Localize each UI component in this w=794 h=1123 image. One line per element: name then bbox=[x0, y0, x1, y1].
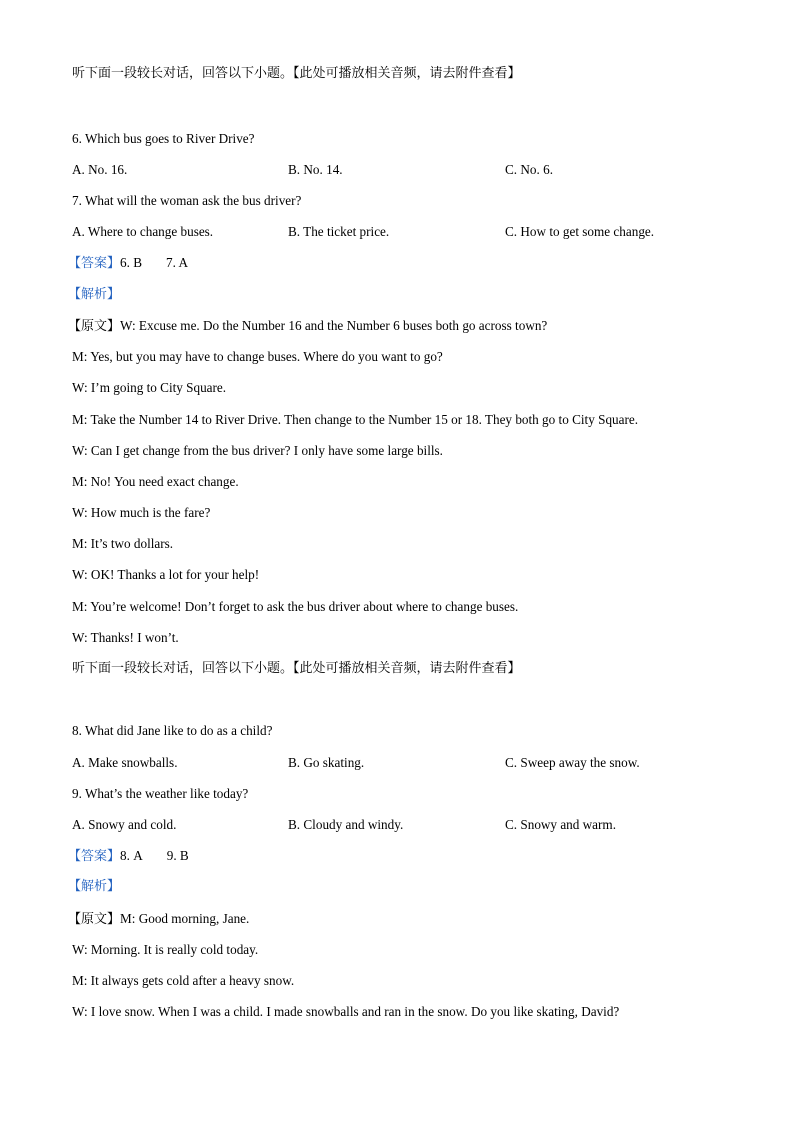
option-a: A. No. 16. bbox=[72, 162, 128, 177]
transcript-line bbox=[68, 911, 249, 928]
transcript-line bbox=[68, 318, 547, 335]
option-c: C. How to get some change. bbox=[505, 224, 655, 239]
analysis-label: 【解析】 bbox=[68, 879, 121, 894]
transcript-line: W: Thanks! I won’t. bbox=[72, 630, 179, 645]
transcript-line: M: No! You need exact change. bbox=[72, 474, 239, 489]
transcript-line: W: I love snow. When I was a child. I made snowballs and ran in the snow. Do you like skating, David? bbox=[72, 1004, 620, 1019]
answer-line bbox=[68, 255, 188, 272]
option-a: A. Snowy and cold. bbox=[72, 817, 177, 832]
transcript-line: W: OK! Thanks a lot for your help! bbox=[72, 567, 260, 582]
option-b: B. Cloudy and windy. bbox=[288, 817, 404, 832]
option-b: B. The ticket price. bbox=[288, 224, 390, 239]
option-c: C. Sweep away the snow. bbox=[505, 755, 640, 770]
listening-intro: 听下面一段较长对话，回答以下小题。【此处可播放相关音频，请去附件查看】 bbox=[72, 66, 521, 81]
transcript-line: M: It always gets cold after a heavy snow. bbox=[72, 973, 295, 988]
transcript-text: W: Excuse me. Do the Number 16 and the Number 6 buses both go across town? bbox=[120, 318, 548, 333]
listening-intro: 听下面一段较长对话，回答以下小题。【此处可播放相关音频，请去附件查看】 bbox=[72, 661, 521, 676]
answer-label: 【答案】 bbox=[68, 849, 121, 864]
answer-7: 7. A bbox=[166, 255, 188, 270]
answer-8: 8. A bbox=[120, 848, 143, 863]
transcript-label: 【原文】 bbox=[68, 912, 121, 927]
transcript-line: M: Take the Number 14 to River Drive. Then change to the Number 15 or 18. They both go to City Square. bbox=[72, 412, 639, 427]
transcript-line: M: You’re welcome! Don’t forget to ask the bus driver about where to change buses. bbox=[72, 599, 519, 614]
question-7: 7. What will the woman ask the bus driver? bbox=[72, 193, 302, 208]
option-a: A. Where to change buses. bbox=[72, 224, 214, 239]
transcript-line: M: It’s two dollars. bbox=[72, 536, 174, 551]
analysis-label: 【解析】 bbox=[68, 287, 121, 302]
option-b: B. Go skating. bbox=[288, 755, 365, 770]
transcript-line: W: I’m going to City Square. bbox=[72, 380, 227, 395]
transcript-label: 【原文】 bbox=[68, 319, 121, 334]
answer-line bbox=[68, 848, 189, 865]
transcript-line: W: Morning. It is really cold today. bbox=[72, 942, 259, 957]
option-c: C. No. 6. bbox=[505, 162, 553, 177]
option-a: A. Make snowballs. bbox=[72, 755, 178, 770]
question-6: 6. Which bus goes to River Drive? bbox=[72, 131, 255, 146]
transcript-text: M: Good morning, Jane. bbox=[120, 911, 250, 926]
option-c: C. Snowy and warm. bbox=[505, 817, 616, 832]
answer-label: 【答案】 bbox=[68, 256, 121, 271]
answer-6: 6. B bbox=[120, 255, 142, 270]
option-b: B. No. 14. bbox=[288, 162, 343, 177]
transcript-line: M: Yes, but you may have to change buses. Where do you want to go? bbox=[72, 349, 443, 364]
answer-9: 9. B bbox=[166, 848, 189, 863]
transcript-line: W: How much is the fare? bbox=[72, 505, 211, 520]
question-9: 9. What’s the weather like today? bbox=[72, 786, 249, 801]
transcript-line: W: Can I get change from the bus driver? I only have some large bills. bbox=[72, 443, 443, 458]
question-8: 8. What did Jane like to do as a child? bbox=[72, 723, 273, 738]
